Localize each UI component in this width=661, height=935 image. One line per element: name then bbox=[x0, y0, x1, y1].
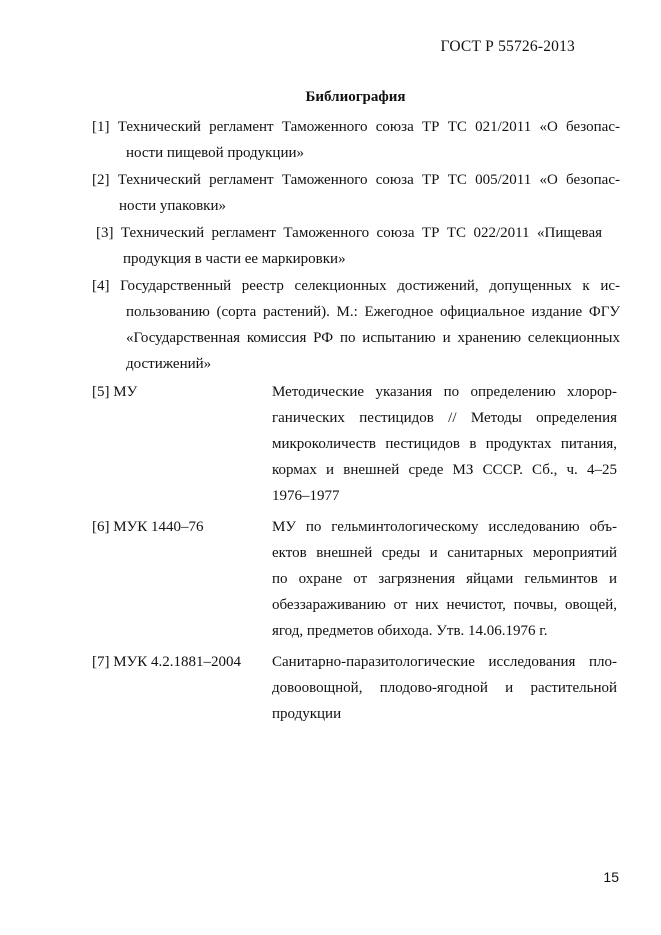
entry-line: ности пищевой продукции» bbox=[126, 145, 305, 161]
entry-line: МУ по гельминтологическому исследованию объ- bbox=[272, 519, 617, 535]
page-number: 15 bbox=[603, 869, 619, 885]
entry-line: ектов внешней среды и санитарных мероприятий bbox=[272, 545, 617, 561]
entry-code: [7] МУК 4.2.1881–2004 bbox=[92, 654, 241, 670]
entry-line: 1976–1977 bbox=[272, 488, 340, 504]
entry-description bbox=[272, 514, 617, 644]
page-title: Библиография bbox=[305, 89, 406, 105]
entry-line: «Государственная комиссия РФ по испытанию и хранению селекционных bbox=[126, 330, 620, 346]
entry-line: [3] Технический регламент Таможенного союза ТР ТС 022/2011 «Пищевая bbox=[96, 225, 602, 241]
entry-line: ягод, предметов обихода. Утв. 14.06.1976 г. bbox=[272, 623, 548, 639]
entry-line: ганических пестицидов // Методы определения bbox=[272, 410, 617, 426]
entry-code: [5] МУ bbox=[92, 384, 138, 400]
bibliography-entry-1 bbox=[92, 114, 620, 166]
bibliography-entry-2 bbox=[92, 167, 620, 219]
entry-line: продукции bbox=[272, 706, 342, 722]
entry-line: Санитарно-паразитологические исследования пло- bbox=[272, 654, 617, 670]
entry-line: [1] Технический регламент Таможенного союза ТР ТС 021/2011 «О безопас- bbox=[92, 119, 620, 135]
entry-description bbox=[272, 379, 617, 509]
entry-line: микроколичеств пестицидов в продуктах питания, bbox=[272, 436, 617, 452]
entry-line: обеззараживанию от них нечистот, почвы, овощей, bbox=[272, 597, 617, 613]
bibliography-entry-3 bbox=[96, 220, 602, 272]
entry-line: достижений» bbox=[126, 356, 212, 372]
entry-line: [2] Технический регламент Таможенного союза ТР ТС 005/2011 «О безопас- bbox=[92, 172, 620, 188]
entry-line: ности упаковки» bbox=[119, 198, 226, 214]
entry-line: пользованию (сорта растений). М.: Ежегодное официальное издание ФГУ bbox=[126, 304, 620, 320]
entry-line: кормах и внешней среде МЗ СССР. Сб., ч. 4–25 bbox=[272, 462, 617, 478]
entry-line: продукция в части ее маркировки» bbox=[123, 251, 346, 267]
entry-line: довоовощной, плодово-ягодной и растительной bbox=[272, 680, 617, 696]
document-code: ГОСТ Р 55726-2013 bbox=[440, 38, 575, 55]
entry-line: Методические указания по определению хлорор- bbox=[272, 384, 617, 400]
entry-line: [4] Государственный реестр селекционных достижений, допущенных к ис- bbox=[92, 278, 620, 294]
entry-line: по охране от загрязнения яйцами гельминтов и bbox=[272, 571, 617, 587]
entry-description bbox=[272, 649, 617, 727]
bibliography-entry-4 bbox=[92, 273, 620, 377]
entry-code: [6] МУК 1440–76 bbox=[92, 519, 204, 535]
